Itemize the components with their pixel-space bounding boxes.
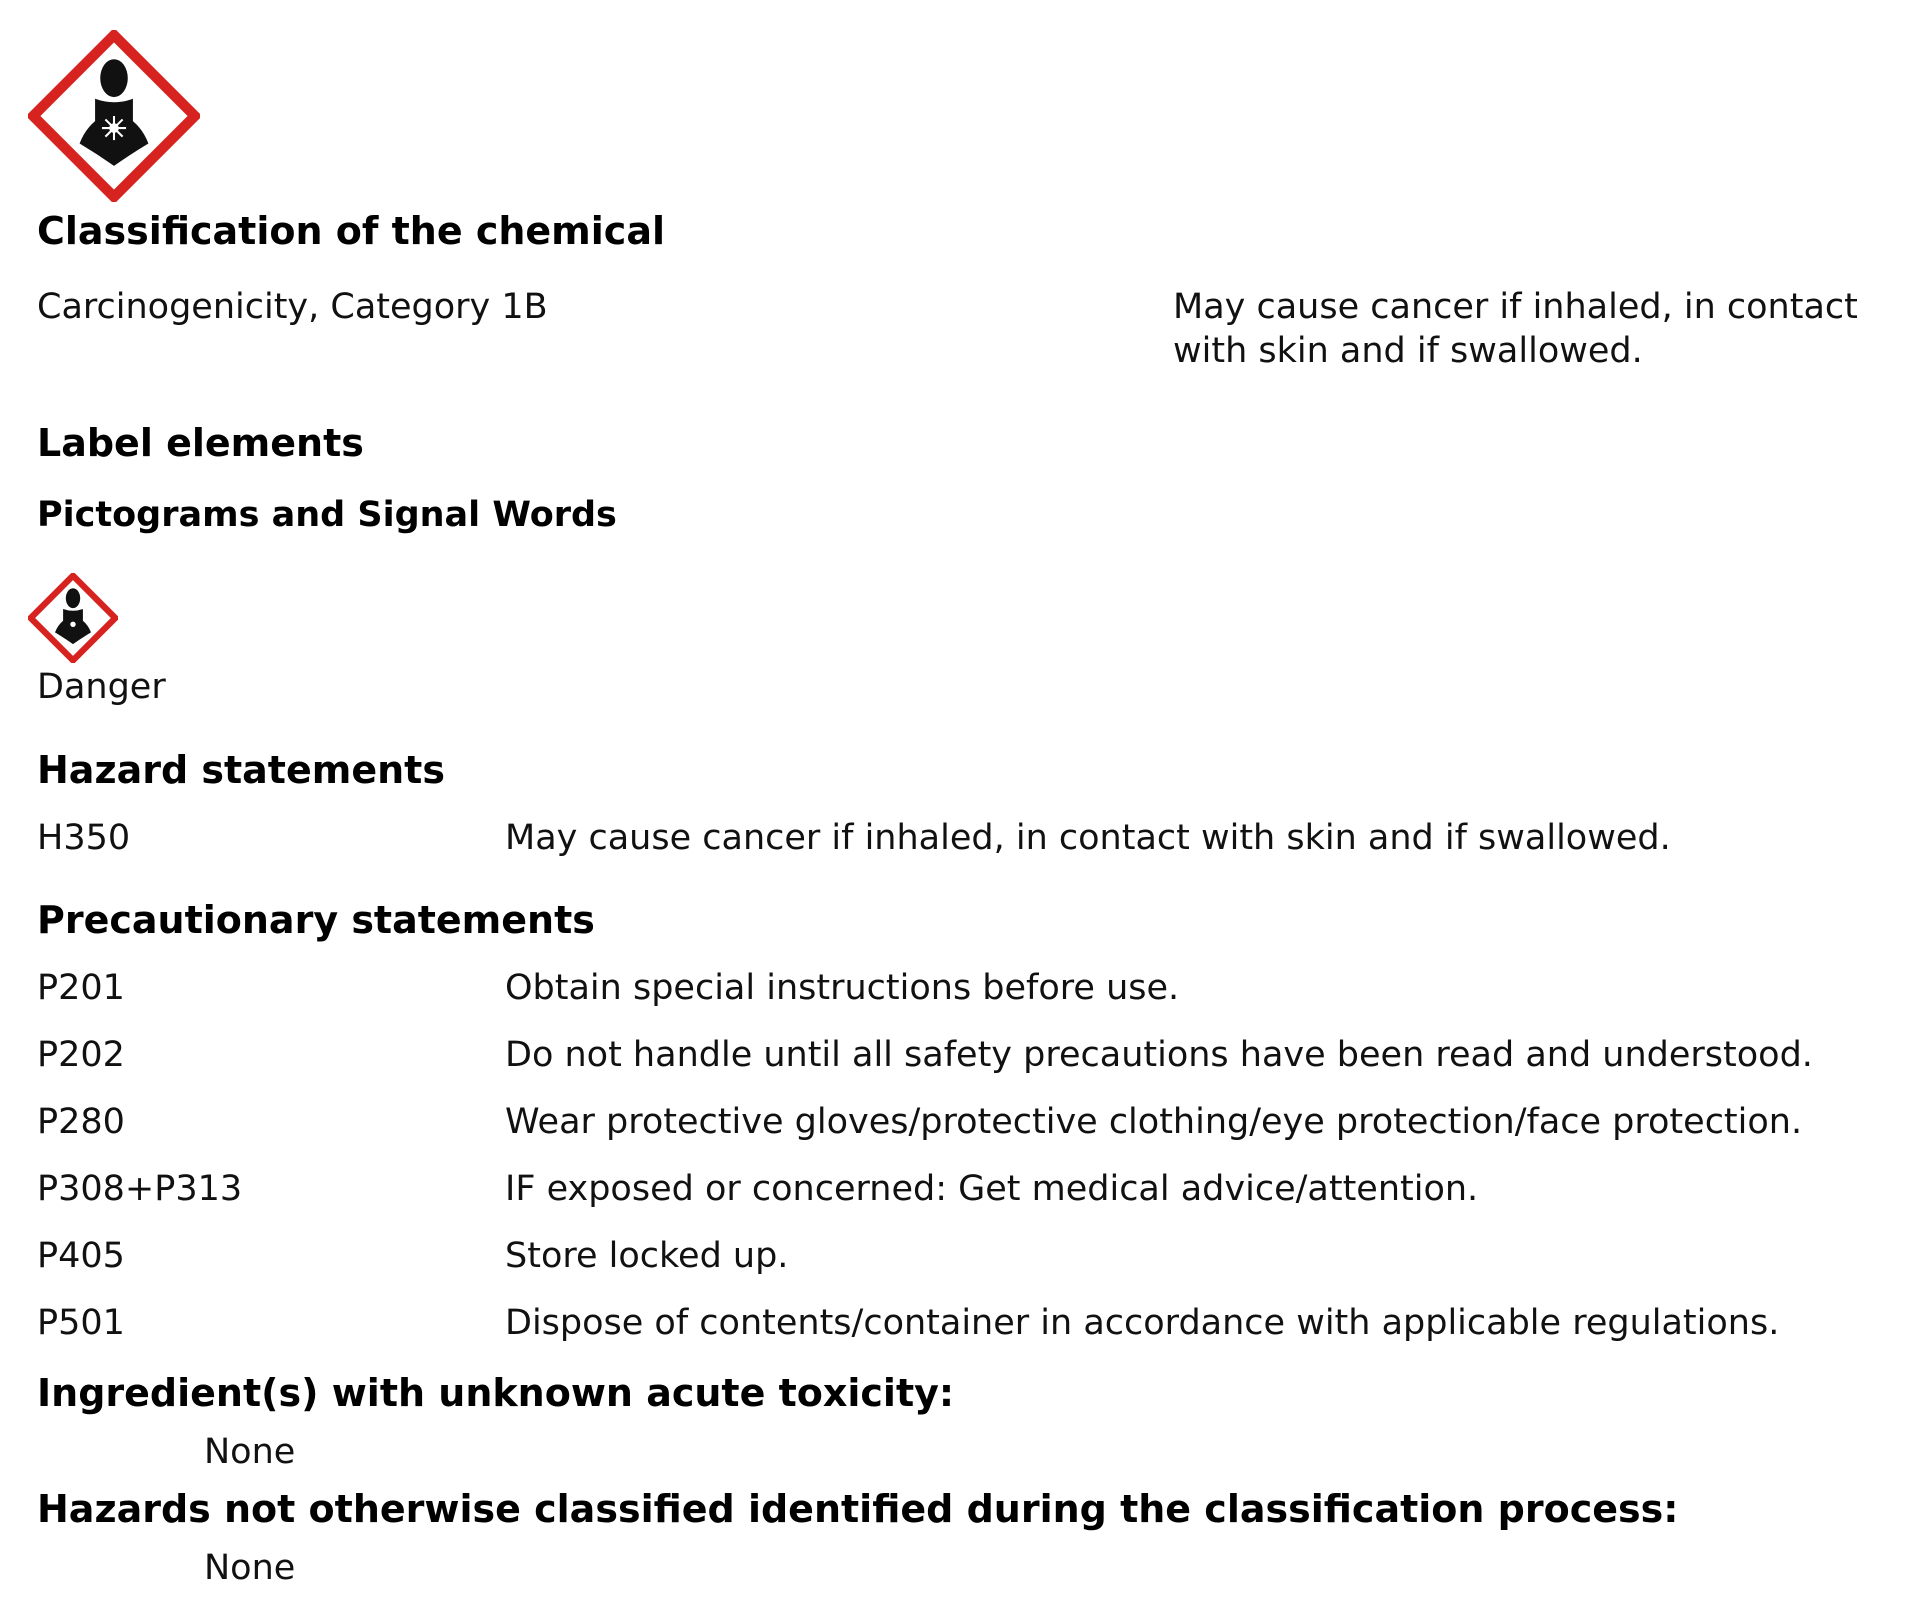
- pictograms-signal-words-subheading: Pictograms and Signal Words: [37, 495, 617, 535]
- precaution-code: P501: [37, 1303, 125, 1343]
- precaution-text: Wear protective gloves/protective clothing/eye protection/face protection.: [505, 1102, 1803, 1142]
- precaution-code: P280: [37, 1102, 125, 1142]
- hazard-text: May cause cancer if inhaled, in contact with skin and if swallowed.: [505, 818, 1671, 858]
- precaution-text: Obtain special instructions before use.: [505, 968, 1180, 1008]
- precaution-text: Do not handle until all safety precautions have been read and understood.: [505, 1035, 1813, 1075]
- health-hazard-icon: [28, 30, 200, 202]
- classification-heading: Classification of the chemical: [37, 209, 665, 253]
- unknown-acute-toxicity-value: None: [204, 1432, 296, 1472]
- precaution-code: P308+P313: [37, 1169, 243, 1209]
- precaution-code: P405: [37, 1236, 125, 1276]
- precautionary-statements-heading: Precautionary statements: [37, 898, 595, 942]
- unknown-acute-toxicity-heading: Ingredient(s) with unknown acute toxicity:: [37, 1371, 955, 1415]
- hazard-statements-heading: Hazard statements: [37, 748, 445, 792]
- classification-category: Carcinogenicity, Category 1B: [37, 287, 548, 327]
- hnoc-heading: Hazards not otherwise classified identified during the classification process:: [37, 1487, 1679, 1531]
- precaution-code: P202: [37, 1035, 125, 1075]
- precaution-text: Store locked up.: [505, 1236, 789, 1276]
- signal-word: Danger: [37, 667, 166, 707]
- precaution-text: IF exposed or concerned: Get medical advice/attention.: [505, 1169, 1479, 1209]
- precaution-code: P201: [37, 968, 125, 1008]
- classification-statement: May cause cancer if inhaled, in contact with skin and if swallowed.: [1173, 287, 1858, 371]
- precaution-text: Dispose of contents/container in accordance with applicable regulations.: [505, 1303, 1780, 1343]
- hazard-code: H350: [37, 818, 131, 858]
- hnoc-value: None: [204, 1548, 296, 1588]
- label-elements-heading: Label elements: [37, 421, 364, 465]
- health-hazard-small-icon: [28, 573, 118, 663]
